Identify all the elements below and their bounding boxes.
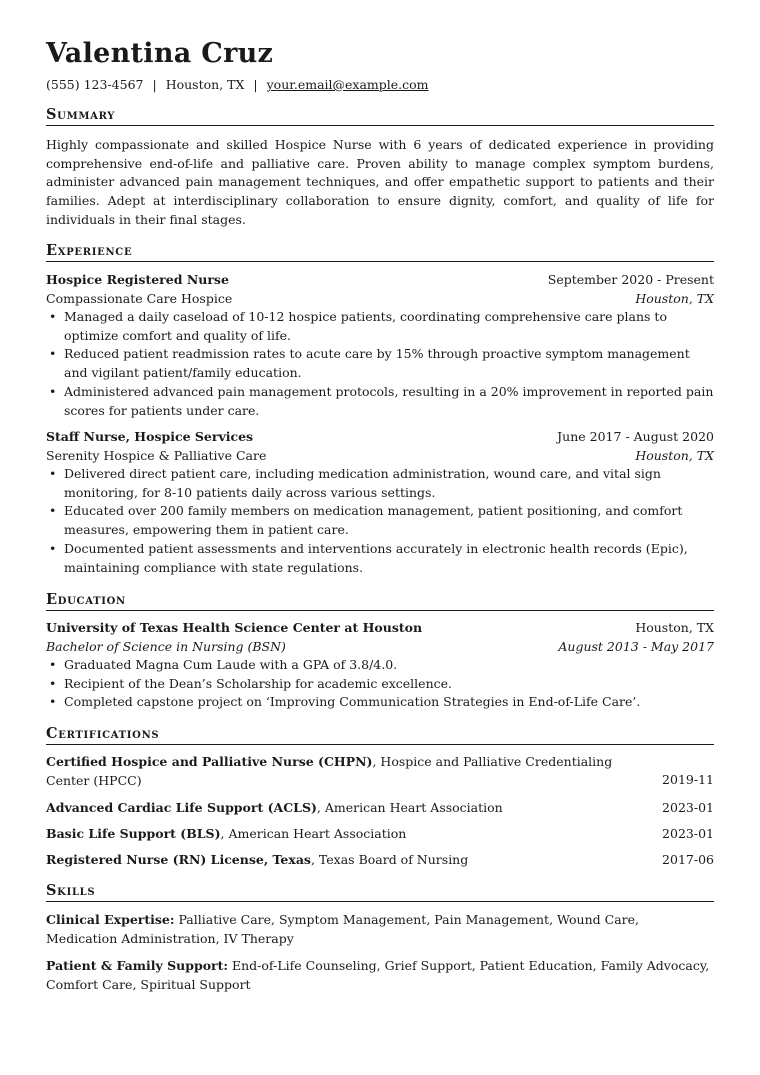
cert-issuer: , American Heart Association [316, 800, 503, 815]
skills-heading: Skills [46, 882, 714, 902]
cert-name: Advanced Cardiac Life Support (ACLS) [46, 800, 317, 815]
cert-date: 2019-11 [662, 772, 714, 788]
list-item: • Completed capstone project on ‘Improving Communication Strategies in End-of-Life Care’. [46, 693, 714, 712]
summary-text: Highly compassionate and skilled Hospice Nurse with 6 years of dedicated experience in providing comprehensive end-of-life and palliative care. Proven ability to manage complex symptom burdens, administer advanced pain management techniques, and offer empathetic support to patients and their families. Adept at interdisciplinary collaboration to ensure dignity, comfort, and quality of life for individuals in their final stages. [46, 137, 714, 227]
list-item: • Recipient of the Dean’s Scholarship for academic excellence. [46, 675, 714, 694]
list-item: • Educated over 200 family members on medication management, patient positioning, and comfort measures, empowering them in patient care. [46, 502, 714, 539]
job-1-subheader [46, 290, 714, 308]
list-item: • Managed a daily caseload of 10-12 hospice patients, coordinating comprehensive care plans to optimize comfort and quality of life. [46, 308, 714, 345]
education-bullets [46, 656, 714, 712]
certification-item [46, 851, 714, 870]
job-2-subheader [46, 447, 714, 465]
cert-name: Registered Nurse (RN) License, Texas [46, 852, 311, 867]
skill-label: Patient & Family Support: [46, 958, 229, 973]
cert-issuer: , Texas Board of Nursing [310, 852, 469, 867]
skill-group [46, 957, 714, 994]
job-title: Hospice Registered Nurse [46, 272, 229, 287]
email-link[interactable]: your.email@example.com [266, 77, 429, 92]
skill-list: End-of-Life Counseling, Grief Support, Patient Education, Family Advocacy, Comfort Care, Spiritual Support [46, 958, 710, 992]
skill-group [46, 911, 714, 948]
job-dates: June 2017 - August 2020 [557, 429, 714, 444]
job-dates: September 2020 - Present [547, 272, 714, 287]
education-heading: Education [46, 591, 714, 611]
education-dates: August 2013 - May 2017 [558, 639, 714, 654]
cert-issuer: , American Heart Association [220, 826, 407, 841]
job-1-header [46, 271, 714, 289]
employer: Serenity Hospice & Palliative Care [46, 448, 267, 463]
phone-number: (555) 123-4567 [46, 77, 144, 92]
cert-date: 2023-01 [662, 800, 714, 816]
certification-item [46, 753, 714, 790]
cert-date: 2023-01 [662, 826, 714, 842]
cert-issuer: , Hospice and Palliative Credentialing Center (HPCC) [46, 754, 613, 788]
school-name: University of Texas Health Science Center at Houston [46, 620, 423, 635]
job-location: Houston, TX [635, 291, 714, 306]
job-location: Houston, TX [635, 448, 714, 463]
list-item: • Reduced patient readmission rates to acute care by 15% through proactive symptom management and vigilant patient/family education. [46, 345, 714, 382]
candidate-name: Valentina Cruz [46, 38, 274, 69]
education-subheader [46, 638, 714, 656]
school-location: Houston, TX [635, 620, 714, 635]
location: Houston, TX [165, 77, 245, 92]
list-item: • Administered advanced pain management protocols, resulting in a 20% improvement in reported pain scores for patients under care. [46, 383, 714, 420]
contact-line: (555) 123-4567 | Houston, TX | your.email@example.com [46, 77, 429, 92]
cert-name: Basic Life Support (BLS) [46, 826, 221, 841]
list-item: • Delivered direct patient care, including medication administration, wound care, and vital sign monitoring, for 8-10 patients daily across various settings. [46, 465, 714, 502]
education-header [46, 619, 714, 637]
job-title: Staff Nurse, Hospice Services [46, 429, 254, 444]
list-item: • Documented patient assessments and interventions accurately in electronic health records (Epic), maintaining compliance with state regulations. [46, 540, 714, 577]
experience-heading: Experience [46, 242, 714, 262]
job-1-bullets [46, 308, 714, 420]
skill-label: Clinical Expertise: [46, 912, 175, 927]
job-2-bullets [46, 465, 714, 577]
list-item: • Graduated Magna Cum Laude with a GPA of 3.8/4.0. [46, 656, 714, 675]
job-2-header [46, 428, 714, 446]
cert-name: Certified Hospice and Palliative Nurse (CHPN) [46, 754, 373, 769]
certification-item [46, 799, 714, 818]
certifications-heading: Certifications [46, 725, 714, 745]
summary-heading: Summary [46, 106, 714, 126]
certification-item [46, 825, 714, 844]
cert-date: 2017-06 [662, 852, 714, 868]
employer: Compassionate Care Hospice [46, 291, 233, 306]
degree: Bachelor of Science in Nursing (BSN) [46, 639, 286, 654]
skill-list: Palliative Care, Symptom Management, Pain Management, Wound Care, Medication Administration, IV Therapy [46, 912, 639, 946]
